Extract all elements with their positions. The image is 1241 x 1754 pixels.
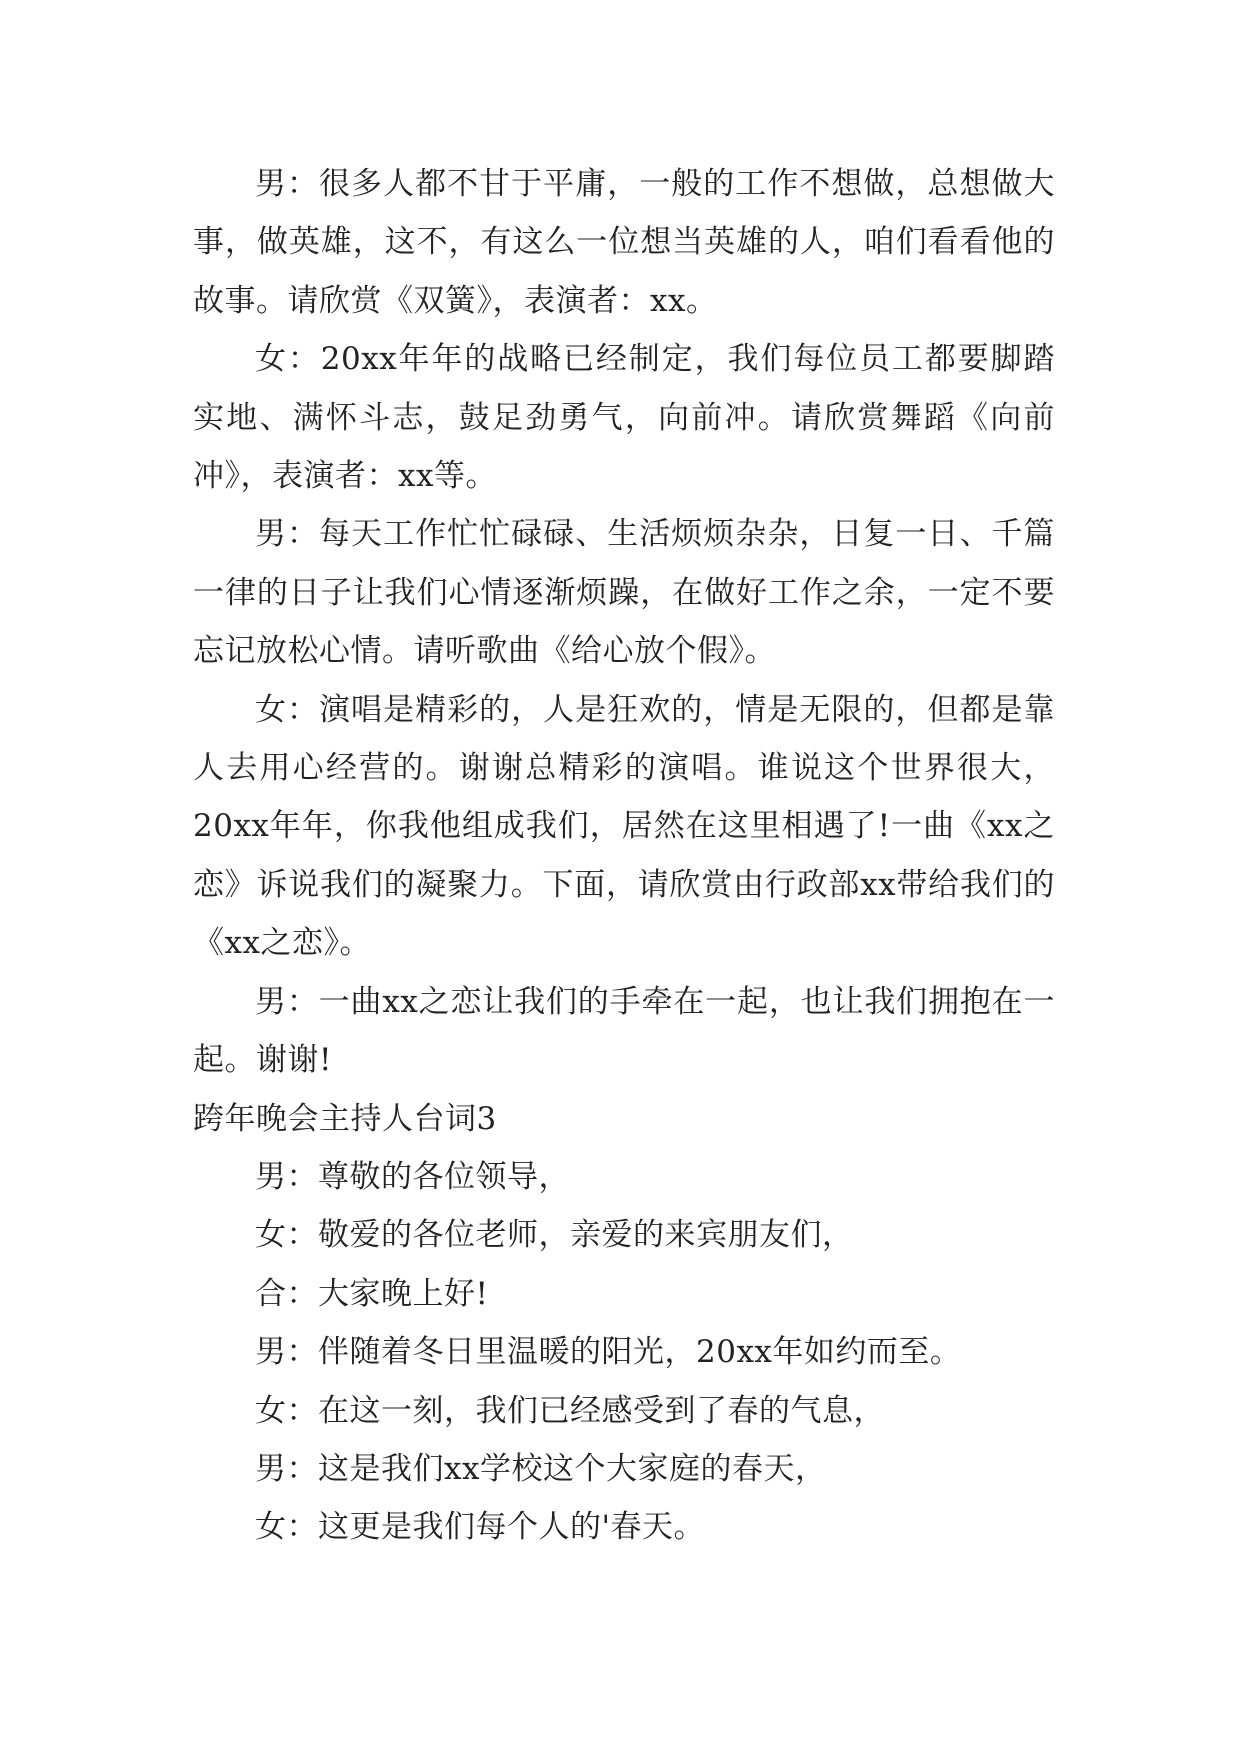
paragraph-10: 女：在这一刻，我们已经感受到了春的气息， [255, 1392, 885, 1429]
paragraph-9: 男：伴随着冬日里温暖的阳光，20xx年如约而至。 [255, 1334, 962, 1371]
paragraph-5: 男：一曲xx之恋让我们的手牵在一起，也让我们拥抱在一起。谢谢! [193, 983, 1055, 1079]
document-body [193, 155, 1055, 1557]
paragraph-1: 男：很多人都不甘于平庸，一般的工作不想做，总想做大事，做英雄，这不，有这么一位想当英雄的人，咱们看看他的故事。请欣赏《双簧》，表演者：xx。 [193, 166, 1055, 319]
paragraph-4: 女：演唱是精彩的，人是狂欢的，情是无限的，但都是靠人去用心经营的。谢谢总精彩的演唱。谁说这个世界很大，20xx年年，你我他组成我们，居然在这里相遇了!一曲《xx之恋》诉说我们的凝聚力。下面，请欣赏由行政部xx带给我们的《xx之恋》。 [193, 691, 1055, 962]
paragraph-3: 男：每天工作忙忙碌碌、生活烦烦杂杂，日复一日、千篇一律的日子让我们心情逐渐烦躁，在做好工作之余，一定不要忘记放松心情。请听歌曲《给心放个假》。 [193, 516, 1055, 670]
paragraph-12: 女：这更是我们每个人的'春天。 [255, 1509, 706, 1546]
paragraph-8: 合：大家晚上好! [255, 1275, 489, 1312]
paragraph-11: 男：这是我们xx学校这个大家庭的春天， [255, 1450, 827, 1487]
paragraph-2: 女：20xx年年的战略已经制定，我们每位员工都要脚踏实地、满怀斗志，鼓足劲勇气，向前冲。请欣赏舞蹈《向前冲》，表演者：xx等。 [193, 341, 1055, 495]
section-heading: 跨年晚会主持人台词3 [193, 1100, 497, 1137]
paragraph-6: 男：尊敬的各位领导， [255, 1158, 570, 1195]
paragraph-7: 女：敬爱的各位老师，亲爱的来宾朋友们， [255, 1217, 854, 1254]
